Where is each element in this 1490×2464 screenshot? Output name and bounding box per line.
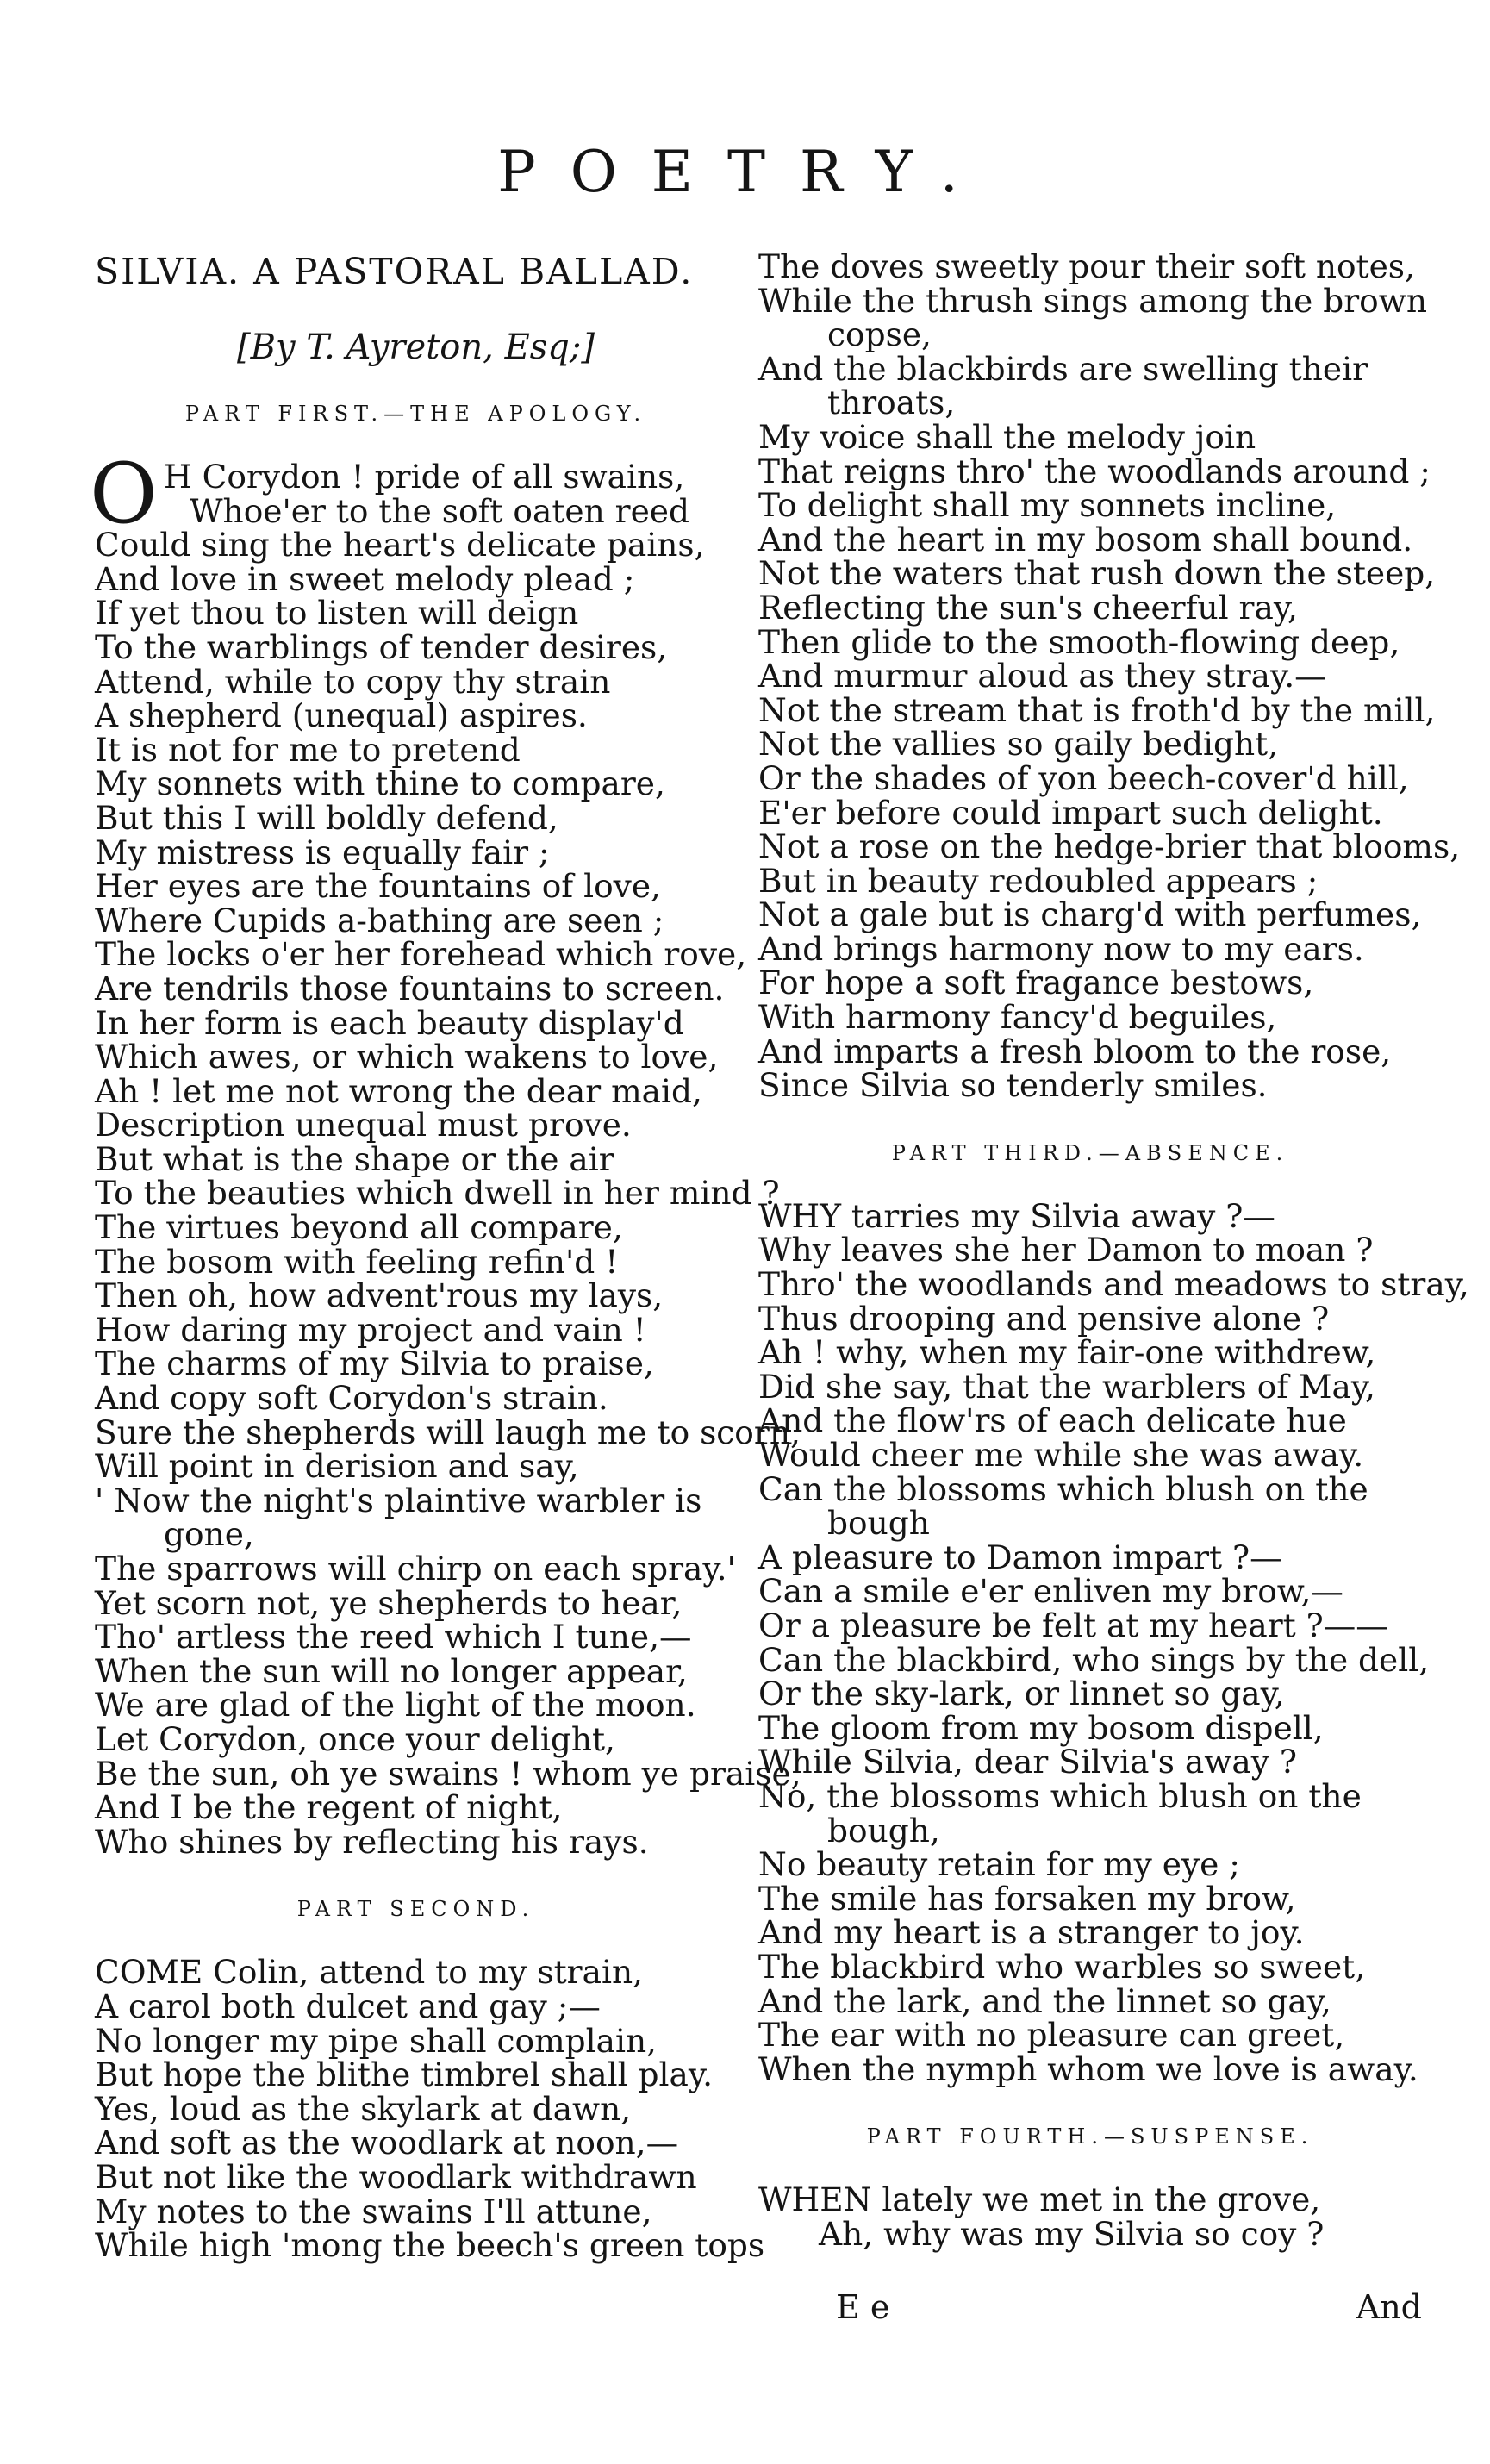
verse-line: Ah ! why, when my fair-one withdrew, — [758, 1333, 1376, 1372]
right-column — [758, 247, 1469, 2253]
verse-line: No beauty retain for my eye ; — [758, 1845, 1240, 1884]
verse-line: gone, — [164, 1515, 254, 1554]
verse-line: And soft as the woodlark at noon,— — [95, 2124, 679, 2162]
part-first-verses — [95, 526, 801, 1861]
poem-byline: [By T. Ayreton, Esq;] — [237, 327, 595, 367]
verse-line: And I be the regent of night, — [95, 1788, 563, 1827]
part-second-continued — [758, 247, 1461, 1105]
verse-line: A shepherd (unequal) aspires. — [95, 696, 588, 735]
verse-line: Or the shades of yon beech-cover'd hill, — [758, 758, 1409, 797]
verse-line: Let Corydon, once your delight, — [95, 1719, 615, 1758]
left-column — [90, 250, 801, 2265]
part-fourth-heading: PART FOURTH.—SUSPENSE. — [866, 2124, 1314, 2149]
verse-line: When the sun will no longer appear, — [95, 1651, 688, 1690]
verse-line: Ah ! let me not wrong the dear maid, — [95, 1071, 702, 1110]
verse-line: The doves sweetly pour their soft notes, — [758, 247, 1415, 285]
verse-line: Why leaves she her Damon to moan ? — [758, 1231, 1374, 1269]
drop-cap-stanza — [90, 446, 737, 542]
verse-line: Thro' the woodlands and meadows to stray, — [758, 1265, 1469, 1304]
drop-cap: O — [90, 446, 158, 542]
verse-line: Where Cupids a-bathing are seen ; — [95, 901, 664, 939]
verse-line: And the blackbirds are swelling their — [758, 349, 1368, 388]
verse-line: WHEN lately we met in the grove, — [758, 2180, 1321, 2219]
verse-line: The smile has forsaken my brow, — [758, 1879, 1296, 1918]
verse-line: Whoe'er to the soft oaten reed — [190, 491, 689, 530]
verse-line: But hope the blithe timbrel shall play. — [95, 2055, 714, 2094]
verse-line: bough — [827, 1504, 930, 1543]
verse-line: Did she say, that the warblers of May, — [758, 1367, 1375, 1406]
verse-line: Sure the shepherds will laugh me to scorn, — [95, 1413, 801, 1451]
verse-line: To delight shall my sonnets incline, — [758, 486, 1337, 525]
part-fourth-verses — [758, 2180, 1422, 2253]
verse-line: The ear with no pleasure can greet, — [758, 2016, 1345, 2055]
verse-line: A pleasure to Damon impart ?— — [758, 1538, 1282, 1576]
verse-line: Can the blossoms which blush on the — [758, 1469, 1368, 1508]
verse-line: The virtues beyond all compare, — [95, 1208, 623, 1247]
verse-line: No, the blossoms which blush on the — [758, 1776, 1362, 1815]
part-third-heading: PART THIRD.—ABSENCE. — [891, 1140, 1289, 1165]
verse-line: Reflecting the sun's cheerful ray, — [758, 588, 1298, 627]
verse-line: While high 'mong the beech's green tops — [95, 2226, 765, 2265]
verse-line: Not a rose on the hedge-brier that blooms, — [758, 827, 1461, 866]
verse-line: Tho' artless the reed which I tune,— — [95, 1618, 692, 1656]
verse-line: And murmur aloud as they stray.— — [758, 657, 1327, 696]
verse-line: But not like the woodlark withdrawn — [95, 2157, 697, 2196]
verse-line: WHY tarries my Silvia away ?— — [758, 1196, 1275, 1235]
verse-line: But this I will boldly defend, — [95, 798, 558, 837]
verse-line: Which awes, or which wakens to love, — [95, 1038, 719, 1076]
verse-line: And brings harmony now to my ears. — [758, 929, 1364, 968]
verse-line: The bosom with feeling refin'd ! — [95, 1242, 619, 1281]
verse-line: Since Silvia so tenderly smiles. — [758, 1066, 1268, 1105]
verse-line: Be the sun, oh ye swains ! whom ye praise, — [95, 1754, 801, 1793]
verse-line: But in beauty redoubled appears ; — [758, 861, 1319, 900]
verse-line: Are tendrils those fountains to screen. — [95, 969, 725, 1007]
verse-line: Can a smile e'er enliven my brow,— — [758, 1572, 1343, 1611]
verse-line: copse, — [827, 315, 932, 354]
verse-line: That reigns thro' the woodlands around ; — [758, 452, 1431, 490]
verse-line: H Corydon ! pride of all swains, — [164, 458, 685, 496]
verse-line: A carol both dulcet and gay ;— — [95, 1987, 601, 2025]
verse-line: Or the sky-lark, or linnet so gay, — [758, 1675, 1285, 1713]
verse-line: Thus drooping and pensive alone ? — [758, 1299, 1330, 1338]
verse-line: To the beauties which dwell in her mind ? — [95, 1174, 780, 1213]
verse-line: When the nymph whom we love is away. — [758, 2049, 1418, 2088]
verse-line: And imparts a fresh bloom to the rose, — [758, 1032, 1392, 1070]
verse-line: And my heart is a stranger to joy. — [758, 1913, 1305, 1952]
part-first-heading: PART FIRST.—THE APOLOGY. — [184, 402, 647, 426]
verse-line: Not the waters that rush down the steep, — [758, 554, 1436, 593]
verse-line: Will point in derision and say, — [95, 1447, 579, 1486]
verse-line: Can the blackbird, who sings by the dell, — [758, 1640, 1430, 1679]
verse-line: For hope a soft fragance bestows, — [758, 964, 1314, 1002]
verse-line: ' Now the night's plaintive warbler is — [95, 1481, 702, 1519]
poem-title: SILVIA. A PASTORAL BALLAD. — [95, 251, 694, 292]
verse-line: Not the vallies so gaily bedight, — [758, 725, 1279, 764]
verse-line: And the lark, and the linnet so gay, — [758, 1981, 1331, 2020]
verse-line: And the heart in my bosom shall bound. — [758, 520, 1413, 558]
verse-line: We are glad of the light of the moon. — [95, 1686, 696, 1725]
verse-line: While the thrush sings among the brown — [758, 281, 1427, 320]
verse-line: The gloom from my bosom dispell, — [758, 1708, 1324, 1747]
verse-line: throats, — [827, 384, 956, 422]
part-third-verses — [758, 1196, 1469, 2088]
verse-line: My voice shall the melody join — [758, 417, 1256, 456]
verse-line: The locks o'er her forehead which rove, — [95, 935, 747, 974]
verse-line: E'er before could impart such delight. — [758, 793, 1383, 832]
verse-line: How daring my project and vain ! — [95, 1310, 646, 1349]
verse-line: Her eyes are the fountains of love, — [95, 867, 661, 906]
verse-line: Or a pleasure be felt at my heart ?—— — [758, 1606, 1388, 1644]
verse-line: Could sing the heart's delicate pains, — [95, 526, 705, 565]
verse-line: bough, — [827, 1811, 940, 1850]
verse-line: And love in sweet melody plead ; — [95, 559, 635, 598]
signature-mark: E e — [836, 2288, 890, 2326]
verse-line: COME Colin, attend to my strain, — [95, 1953, 644, 1992]
verse-line: The charms of my Silvia to praise, — [95, 1344, 654, 1383]
verse-line: Description unequal must prove. — [95, 1106, 632, 1145]
verse-line: My sonnets with thine to compare, — [95, 764, 665, 803]
catchword: And — [1356, 2288, 1422, 2326]
verse-line: To the warblings of tender desires, — [95, 627, 668, 666]
part-second-heading: PART SECOND. — [296, 1897, 535, 1922]
verse-line: Ah, why was my Silvia so coy ? — [819, 2214, 1325, 2253]
verse-line: And copy soft Corydon's strain. — [95, 1379, 608, 1418]
verse-line: While Silvia, dear Silvia's away ? — [758, 1743, 1297, 1781]
verse-line: My mistress is equally fair ; — [95, 833, 550, 871]
verse-line: Who shines by reflecting his rays. — [95, 1822, 649, 1861]
verse-line: Not the stream that is froth'd by the mill, — [758, 690, 1436, 729]
verse-line: No longer my pipe shall complain, — [95, 2021, 658, 2060]
verse-line: Not a gale but is charg'd with perfumes, — [758, 895, 1422, 934]
verse-line: The sparrows will chirp on each spray.' — [95, 1550, 736, 1588]
verse-line: Then glide to the smooth-flowing deep, — [758, 622, 1400, 661]
page-header: POETRY. — [497, 139, 993, 205]
verse-line: But what is the shape or the air — [95, 1139, 614, 1178]
part-second-verses — [95, 1953, 765, 2265]
verse-line: Would cheer me while she was away. — [758, 1436, 1364, 1474]
verse-line: And the flow'rs of each delicate hue — [758, 1401, 1347, 1440]
verse-line: In her form is each beauty display'd — [95, 1003, 684, 1042]
verse-line: It is not for me to pretend — [95, 730, 521, 769]
verse-line: If yet thou to listen will deign — [95, 594, 579, 633]
verse-line: Yes, loud as the skylark at dawn, — [95, 2089, 632, 2128]
verse-line: Attend, while to copy thy strain — [95, 662, 611, 701]
verse-line: The blackbird who warbles so sweet, — [758, 1947, 1366, 1986]
verse-line: With harmony fancy'd beguiles, — [758, 998, 1277, 1037]
verse-line: Yet scorn not, ye shepherds to hear, — [95, 1583, 683, 1622]
verse-line: My notes to the swains I'll attune, — [95, 2192, 652, 2230]
verse-line: Then oh, how advent'rous my lays, — [95, 1276, 664, 1315]
